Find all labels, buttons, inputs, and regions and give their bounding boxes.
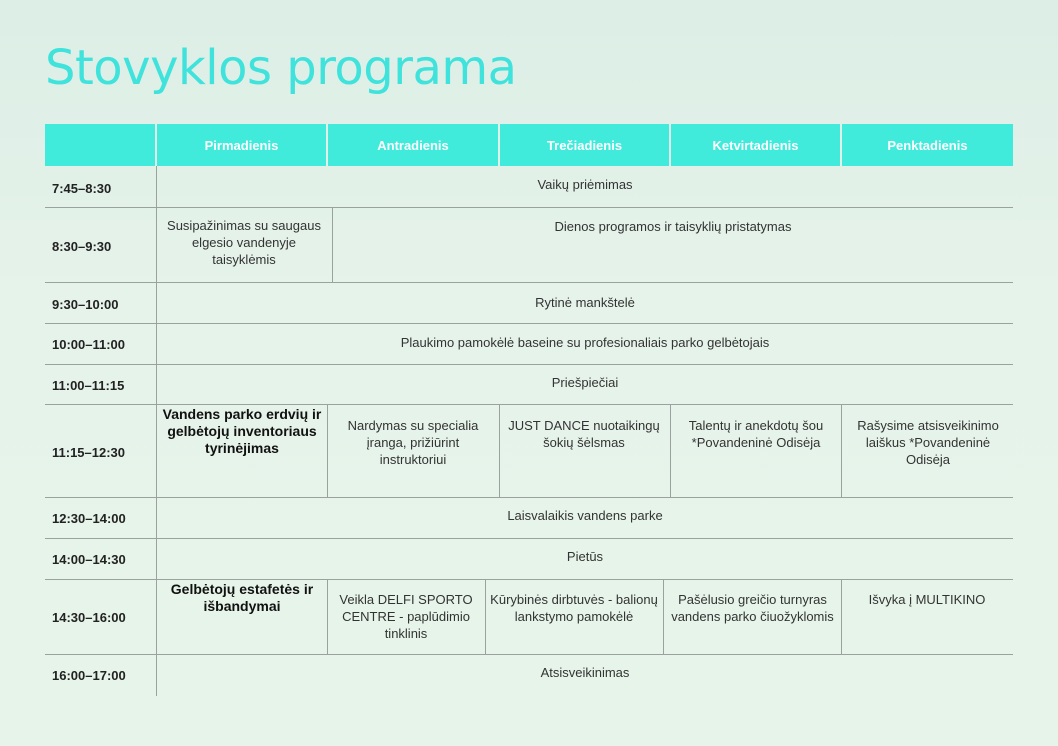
row-divider — [45, 404, 1013, 405]
activity-cell: Laisvalaikis vandens parke — [507, 508, 663, 523]
time-label: 7:45–8:30 — [52, 181, 112, 196]
row-divider — [45, 323, 1013, 324]
column-divider — [670, 404, 671, 497]
activity-cell: Vaikų priėmimas — [537, 177, 633, 192]
header-day-tuesday: Antradienis — [328, 124, 498, 166]
time-label: 8:30–9:30 — [52, 239, 112, 254]
time-label: 10:00–11:00 — [52, 337, 126, 352]
activity-cell: JUST DANCE nuotaikingų šokių šėlsmas — [508, 418, 660, 450]
activity-cell: Atsisveikinimas — [540, 665, 630, 680]
activity-cell: Gelbėtojų estafetės ir išbandymai — [170, 581, 314, 614]
time-label: 16:00–17:00 — [52, 668, 126, 683]
column-divider — [327, 404, 328, 497]
column-divider — [663, 579, 664, 654]
activity-cell: Plaukimo pamokėlė baseine su profesionaliais parko gelbėtojais — [400, 335, 770, 350]
time-label: 9:30–10:00 — [52, 297, 119, 312]
row-divider — [45, 497, 1013, 498]
header-day-monday: Pirmadienis — [157, 124, 326, 166]
header-corner — [45, 124, 155, 166]
activity-cell: Vandens parko erdvių ir gelbėtojų inventoriaus tyrinėjimas — [162, 406, 322, 456]
activity-cell: Rašysime atsisveikinimo laiškus *Povandeninė Odisėja — [857, 418, 999, 467]
time-column-divider — [156, 166, 157, 696]
header-day-friday: Penktadienis — [842, 124, 1013, 166]
activity-cell: Pietūs — [566, 549, 604, 564]
time-label: 11:00–11:15 — [52, 378, 125, 393]
row-divider — [45, 364, 1013, 365]
header-day-wednesday: Trečiadienis — [500, 124, 669, 166]
row-divider — [45, 654, 1013, 655]
time-label: 12:30–14:00 — [52, 511, 126, 526]
time-label: 11:15–12:30 — [52, 445, 126, 460]
row-divider — [45, 579, 1013, 580]
header-day-thursday: Ketvirtadienis — [671, 124, 840, 166]
activity-cell: Susipažinimas su saugaus elgesio vandenyje taisyklėmis — [167, 218, 321, 267]
column-divider — [327, 579, 328, 654]
column-divider — [485, 579, 486, 654]
activity-cell: Dienos programos ir taisyklių pristatymas — [554, 219, 792, 234]
activity-cell: Talentų ir anekdotų šou *Povandeninė Odisėja — [688, 418, 824, 450]
activity-cell: Priešpiečiai — [551, 375, 619, 390]
time-label: 14:30–16:00 — [52, 610, 126, 625]
column-divider — [841, 404, 842, 497]
activity-cell: Veikla DELFI SPORTO CENTRE - paplūdimio tinklinis — [339, 592, 473, 641]
row-divider — [45, 538, 1013, 539]
row-divider — [45, 282, 1013, 283]
column-divider — [841, 579, 842, 654]
page-title: Stovyklos programa — [45, 40, 517, 96]
activity-cell: Pašėlusio greičio turnyras vandens parko čiuožyklomis — [671, 592, 834, 624]
activity-cell: Nardymas su specialia įranga, prižiūrint instruktoriui — [347, 418, 479, 467]
row-divider — [45, 207, 1013, 208]
column-divider — [499, 404, 500, 497]
activity-cell: Išvyka į MULTIKINO — [868, 592, 986, 607]
time-label: 14:00–14:30 — [52, 552, 126, 567]
activity-cell: Kūrybinės dirbtuvės - balionų lankstymo pamokėlė — [490, 592, 658, 624]
activity-cell: Rytinė mankštelė — [535, 295, 635, 310]
